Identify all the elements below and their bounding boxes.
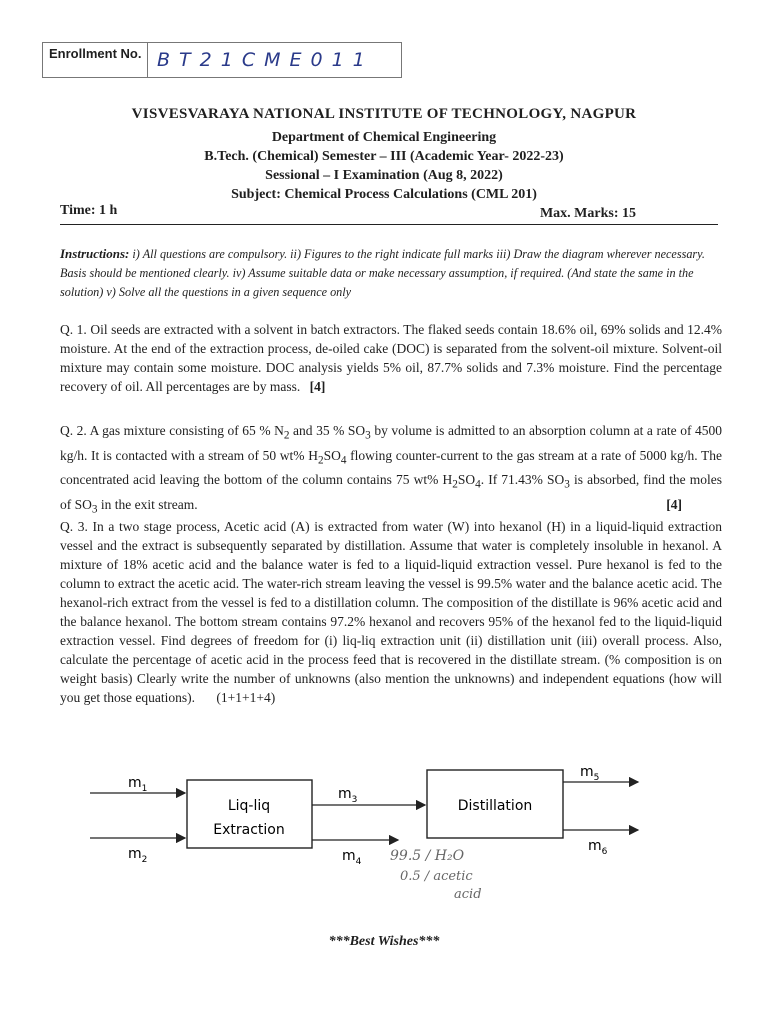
- question-3-number: Q. 3.: [60, 519, 88, 534]
- question-2: [60, 421, 722, 520]
- question-1: [60, 320, 722, 396]
- enrollment-value: BT21CME011: [157, 49, 374, 71]
- handwritten-note-2: 0.5 / acetic: [400, 869, 473, 884]
- question-2-text-h: is absorbed, find the moles of SO: [60, 472, 722, 513]
- question-2-text-b: and 35 % SO: [289, 423, 366, 438]
- question-1-marks: [4]: [309, 379, 326, 394]
- question-2-text-a: A gas mixture consisting of 65 % N: [86, 423, 284, 438]
- question-3-marks: (1+1+1+4): [216, 690, 276, 705]
- stream-m6-label: $m_6$: [588, 838, 608, 857]
- distillation-label: Distillation: [457, 798, 533, 814]
- extraction-label-line2: Extraction: [213, 822, 285, 838]
- stream-m2-label: $m_2$: [128, 846, 148, 865]
- sub-2c: 2: [452, 479, 458, 492]
- sub-3a: 3: [365, 429, 371, 442]
- header-divider: [60, 224, 718, 225]
- sub-2b: 2: [317, 454, 324, 467]
- handwritten-note-3: acid: [454, 887, 482, 902]
- question-2-text-f: SO: [457, 472, 476, 488]
- sub-3c: 3: [91, 503, 98, 516]
- question-2-text-d: SO: [323, 447, 341, 463]
- enrollment-box: [42, 42, 402, 78]
- question-2-marks: [4]: [666, 497, 682, 513]
- question-3-text: In a two stage process, Acetic acid (A) is extracted from water (W) into hexanol (H) in a liquid-liquid extraction vessel and the extract is subsequently separated by distillation. Assume that water is completely insoluble in hexanol. A mixture of 18% acetic acid and the balance water is fed to a liquid-liquid extraction vessel. Pure hexanol is fed to the column to extract the acetic acid. The water-rich stream leaving the vessel is 99.5% water and the balance acetic acid. The hexanol-rich extract from the vessel is fed to a distillation column. The composition of the distillate is 96% acetic acid and the balance hexanol. The bottom stream contains 97.2% hexanol and recovers 95% of the hexanol fed to the liquid-liquid extraction vessel. Find degrees of freedom for (i) liq-liq extraction unit (ii) distillation unit (iii) overall process. Also, calculate the percentage of acetic acid in the process feed that is recovered in the distillate stream. (% composition is on weight basis) Clearly write the number of unknowns (also mention the unknowns) and independent equations (how will you get those equations).: [60, 519, 722, 705]
- question-2-number: Q. 2.: [60, 423, 87, 438]
- enrollment-label: Enrollment No.: [43, 43, 148, 77]
- subject-line: Subject: Chemical Process Calculations (CML 201): [231, 187, 537, 202]
- stream-m3-label: $m_3$: [338, 786, 358, 805]
- question-2-text-g: . If 71.43% SO: [480, 472, 565, 488]
- question-1-text: Oil seeds are extracted with a solvent in batch extractors. The flaked seeds contain 18.6% oil, 69% solids and 12.4% moisture. At the end of the extraction process, de-oiled cake (DOC) is separated from the solvent-oil mixture. Solvent-oil mixture may contain some moisture. DOC analysis yields 5% oil, 87.7% solids and 7.3% moisture. Find the percentage recovery of oil. All percentages are by mass.: [60, 322, 722, 394]
- question-2-text-e: flowing counter-current to the gas stream at a rate of 5000 kg/h. The concentrated acid leaving the bottom of the column contains 75 wt% H: [60, 447, 722, 488]
- instructions: [60, 244, 720, 302]
- question-2-text-c: by volume is admitted to an absorption column at a rate of 4500 kg/h. It is contacted with a stream of 50 wt% H: [60, 423, 723, 463]
- department-name: Department of Chemical Engineering: [271, 130, 497, 145]
- exam-line: Sessional – I Examination (Aug 8, 2022): [265, 168, 503, 183]
- question-2-text-i: in the exit stream.: [97, 497, 198, 513]
- max-marks-label: Max. Marks: 15: [539, 206, 636, 221]
- institute-name: VISVESVARAYA NATIONAL INSTITUTE OF TECHNOLOGY, NAGPUR: [131, 106, 637, 122]
- sub-4b: 4: [475, 479, 481, 492]
- sub-4a: 4: [340, 454, 347, 467]
- stream-m5-label: $m_5$: [580, 764, 600, 783]
- instructions-text: i) All questions are compulsory. ii) Figures to the right indicate full marks iii) Draw the diagram wherever necessary. Basis should be mentioned clearly. iv) Assume suitable data or make necessary assumption, if required. (And state the same in the solution) v) Solve all the questions in a given sequence only: [60, 247, 705, 299]
- sub-2a: 2: [283, 429, 290, 442]
- stream-m1-label: $m_1$: [128, 775, 148, 794]
- question-3: [60, 517, 722, 707]
- stream-m4-label: $m_4$: [342, 848, 362, 867]
- footer-best-wishes: ***Best Wishes***: [328, 934, 440, 949]
- question-1-number: Q. 1.: [60, 322, 87, 337]
- sub-3b: 3: [564, 479, 570, 492]
- extraction-label-line1: Liq-liq: [227, 798, 271, 814]
- semester-line: B.Tech. (Chemical) Semester – III (Academic Year- 2022-23): [204, 149, 564, 164]
- process-flow-diagram: [80, 758, 700, 908]
- instructions-label: Instructions:: [60, 246, 130, 261]
- time-label: Time: 1 h: [60, 203, 118, 218]
- handwritten-note-1: 99.5 / H₂O: [390, 848, 465, 864]
